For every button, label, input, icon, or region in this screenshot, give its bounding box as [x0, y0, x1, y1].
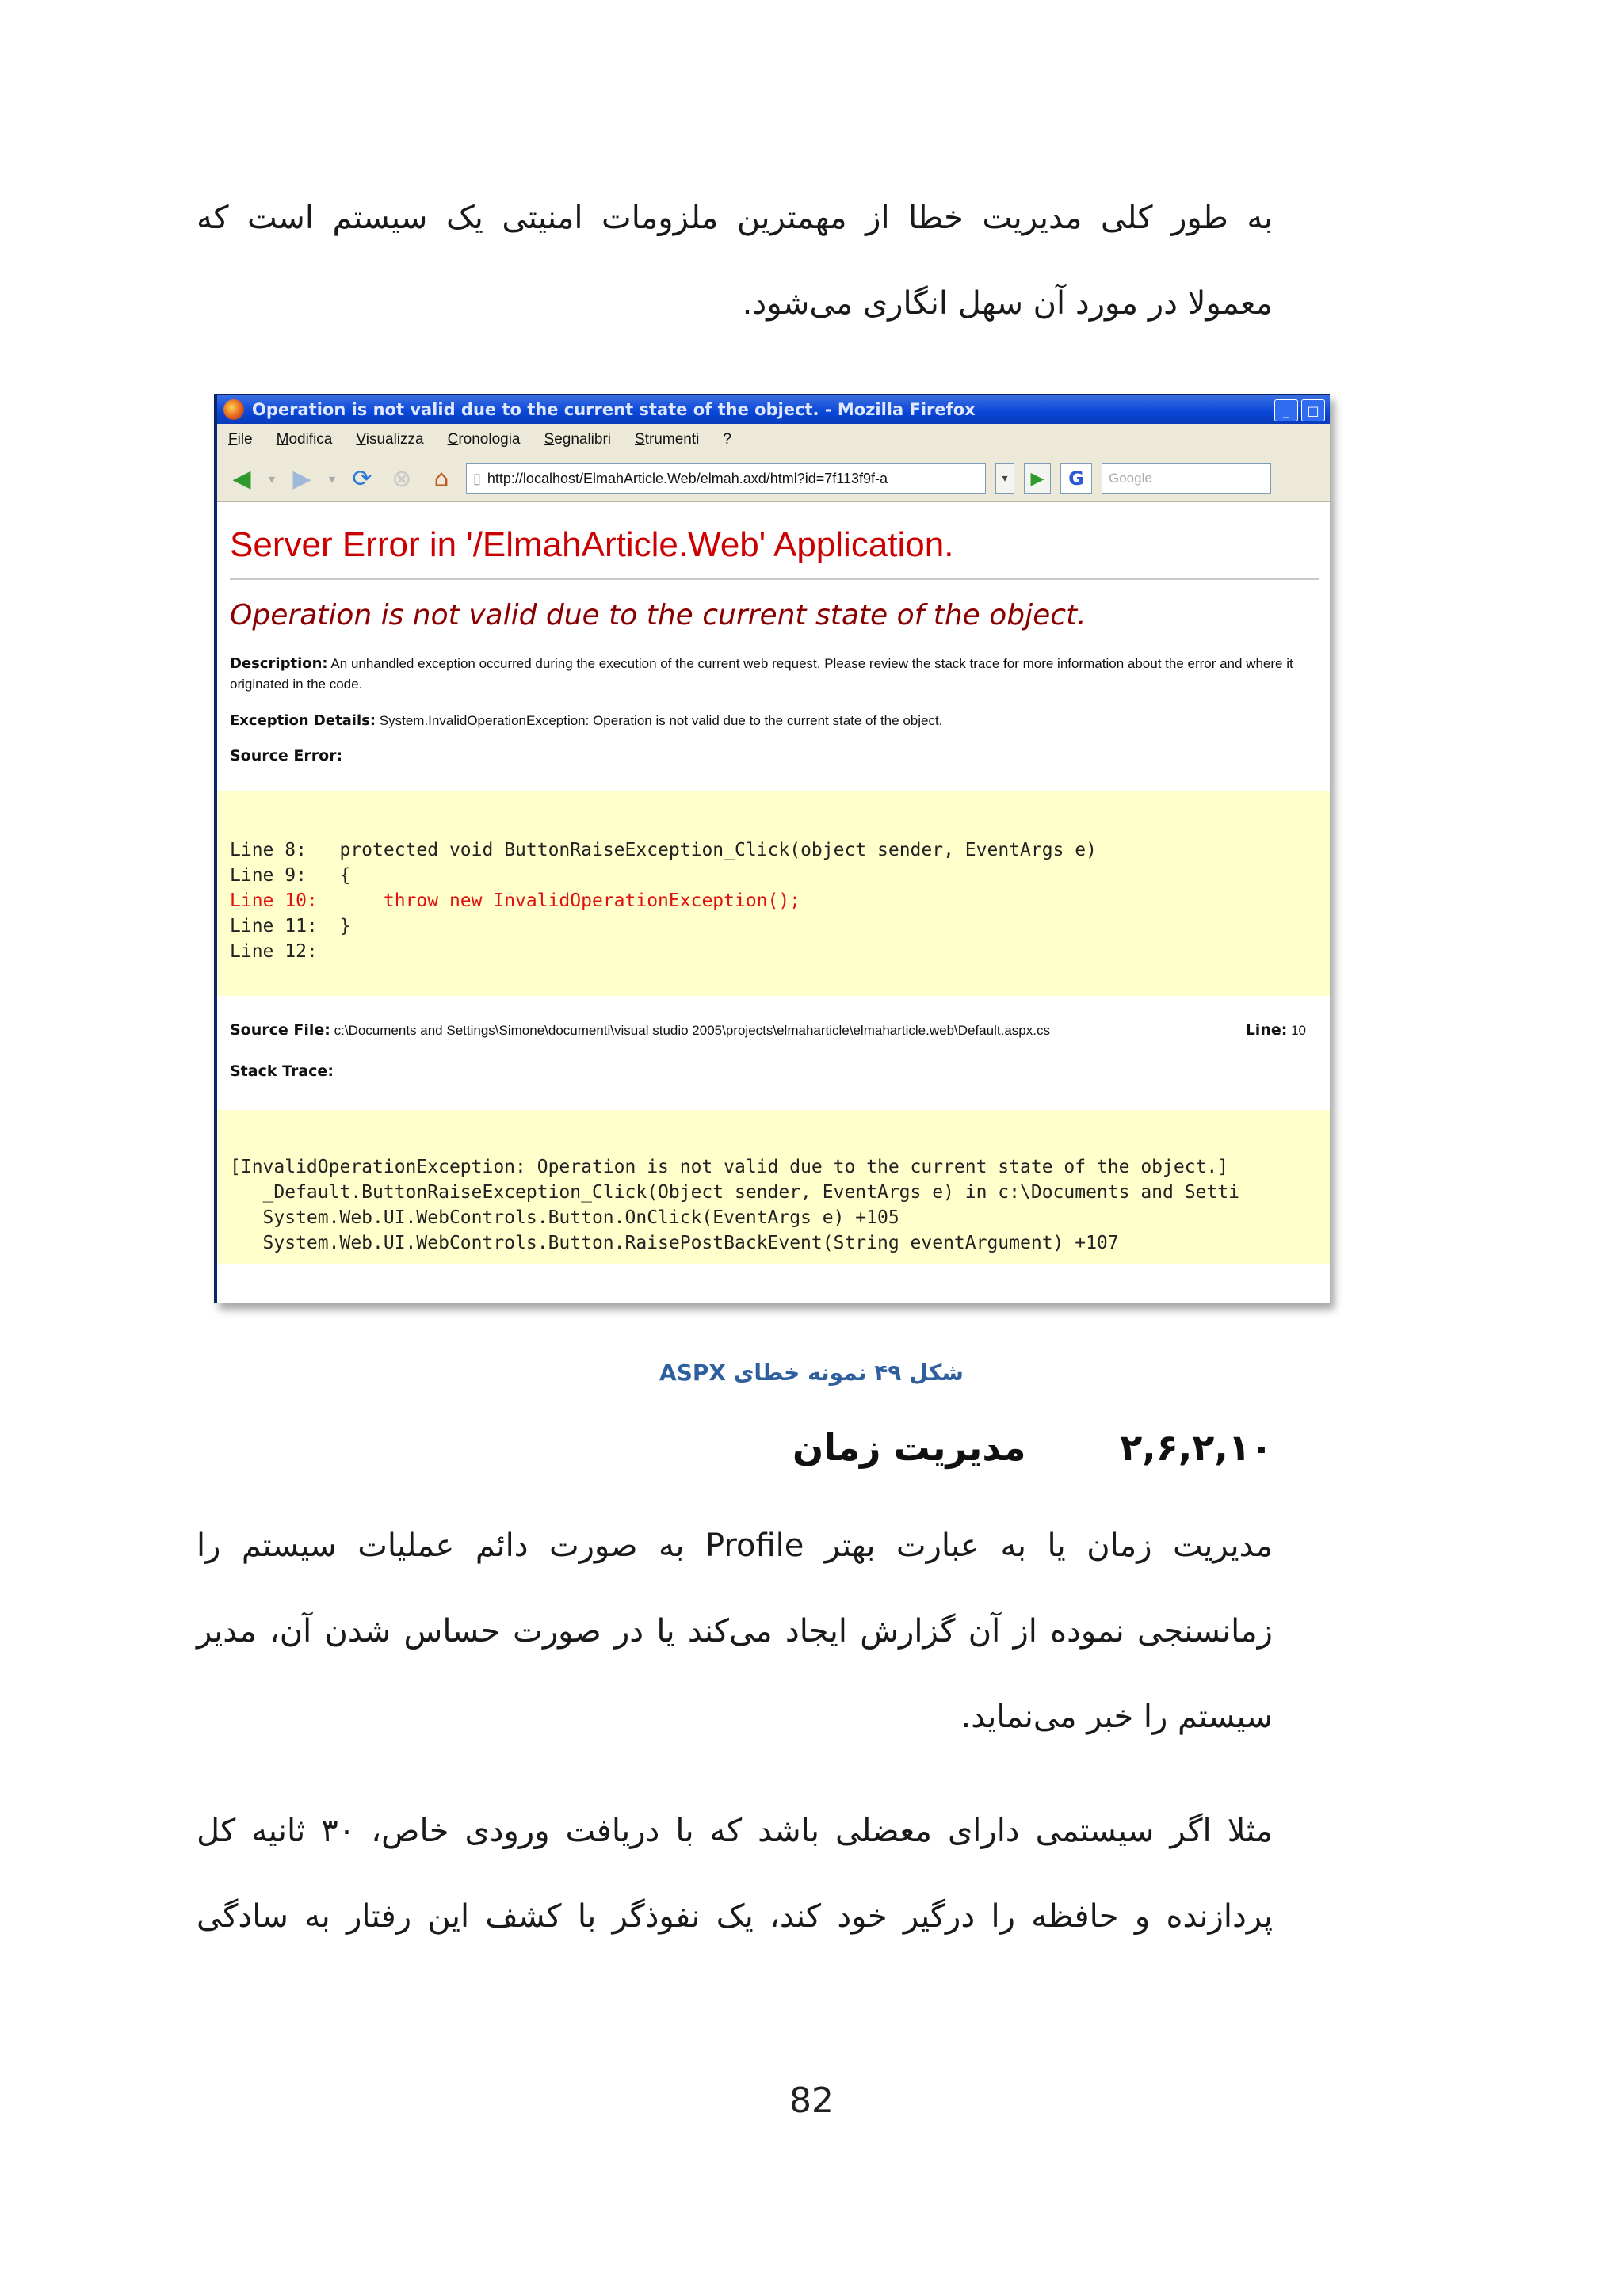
page-number: 82 — [789, 2081, 834, 2121]
torn-edge — [217, 1281, 1330, 1303]
section-heading — [792, 1426, 1273, 1469]
para2-line-2: پردازنده و حافظه را درگیر خود کند، یک نفوذگر با کشف این رفتار به سادگی — [197, 1898, 1273, 1935]
browser-titlebar — [217, 395, 1330, 424]
stack-trace-line: [InvalidOperationException: Operation is not valid due to the current state of the object.] — [230, 1157, 1229, 1177]
stop-icon[interactable]: ⊗ — [391, 464, 412, 493]
description-text: An unhandled exception occurred during the execution of the current web request. Please review the stack trace for more information about the error and where it originated in the code. — [230, 656, 1293, 692]
para1-line-3: سیستم را خبر می‌نماید. — [960, 1699, 1273, 1735]
menu-item-cronologia[interactable]: Cronologia — [447, 431, 521, 448]
search-input[interactable]: Google — [1102, 463, 1271, 494]
code-line-text: } — [339, 916, 351, 936]
stack-trace-line: _Default.ButtonRaiseException_Click(Object sender, EventArgs e) in c:\Documents and Setti — [230, 1182, 1239, 1203]
go-icon[interactable]: ▶ — [1024, 463, 1051, 494]
menu-item-modifica[interactable]: Modifica — [276, 431, 333, 448]
menu-item-help[interactable]: ? — [723, 431, 731, 448]
exception-label: Exception Details: — [230, 712, 376, 729]
google-search-engine-icon[interactable]: G — [1060, 463, 1092, 494]
back-arrow-icon[interactable]: ◀ — [232, 464, 251, 493]
line-label: Line: — [1245, 1021, 1288, 1039]
section-title: مدیریت زمان — [792, 1426, 1026, 1469]
intro-line-2: معمولا در مورد آن سهل انگاری می‌شود. — [742, 285, 1273, 322]
maximize-icon[interactable]: □ — [1301, 399, 1325, 421]
window-title: Operation is not valid due to the current state of the object. - Mozilla Firefox — [252, 400, 976, 419]
navigation-toolbar — [217, 456, 1330, 502]
menu-item-strumenti[interactable]: Strumenti — [635, 431, 700, 448]
menu-bar — [217, 424, 1330, 456]
url-dropdown-icon[interactable]: ▾ — [995, 463, 1014, 494]
line-value: 10 — [1291, 1023, 1306, 1038]
url-text: http://localhost/ElmahArticle.Web/elmah.axd/html?id=7f113f9f-a — [487, 470, 888, 486]
code-line-number: Line 9: — [230, 865, 340, 886]
home-icon[interactable]: ⌂ — [433, 464, 449, 493]
code-line-number: Line 12: — [230, 941, 340, 962]
para2-line-1: مثلا اگر سیستمی دارای معضلی باشد که با دریافت ورودی خاص، ۳۰ ثانیه کل — [197, 1813, 1274, 1849]
para1-line-2: زمانسنجی نموده از آن گزارش ایجاد می‌کند یا در صورت حساس شدن آن، مدیر — [197, 1613, 1273, 1650]
exception-details-block — [230, 711, 1319, 731]
code-line — [230, 939, 1317, 964]
exception-text: System.InvalidOperationException: Operation is not valid due to the current state of the object. — [379, 713, 943, 728]
source-code-block — [217, 791, 1330, 996]
description-label: Description: — [230, 655, 328, 672]
description-block — [230, 654, 1319, 695]
stack-trace-block — [217, 1110, 1330, 1264]
error-screenshot-figure — [214, 394, 1330, 1303]
menu-item-segnalibri[interactable]: Segnalibri — [544, 431, 612, 448]
code-line-number: Line 8: — [230, 840, 340, 860]
code-line — [230, 913, 1317, 939]
menu-item-file[interactable]: File — [228, 431, 253, 448]
code-line — [230, 837, 1317, 863]
stack-trace-line: System.Web.UI.WebControls.Button.OnClick(EventArgs e) +105 — [230, 1207, 899, 1228]
stack-trace-line: System.Web.UI.WebControls.Button.RaisePostBackEvent(String eventArgument) +107 — [230, 1233, 1119, 1253]
source-file-label: Source File: — [230, 1021, 330, 1039]
forward-arrow-icon[interactable]: ▶ — [292, 464, 311, 493]
figure-caption: شکل ۴۹ نمونه خطای ASPX — [659, 1360, 964, 1386]
firefox-logo-icon — [223, 399, 244, 420]
reload-icon[interactable]: ⟳ — [352, 464, 372, 493]
para1-line-1: مدیریت زمان یا به عبارت بهتر Profile به صورت دائم عملیات سیستم را — [197, 1527, 1273, 1564]
back-dropdown-icon[interactable]: ▾ — [268, 471, 276, 486]
forward-dropdown-icon[interactable]: ▾ — [328, 471, 336, 486]
server-error-heading: Server Error in '/ElmahArticle.Web' Application. — [230, 525, 954, 564]
minimize-icon[interactable]: _ — [1274, 399, 1298, 421]
code-line-number: Line 11: — [230, 916, 340, 936]
error-subheading: Operation is not valid due to the current state of the object. — [230, 599, 1086, 631]
code-line-text: protected void ButtonRaiseException_Click(object sender, EventArgs e) — [339, 840, 1097, 860]
page-icon: ▯ — [473, 470, 481, 486]
address-bar[interactable] — [466, 463, 986, 494]
intro-line-1: به طور کلی مدیریت خطا از مهمترین ملزومات امنیتی یک سیستم است که — [197, 200, 1273, 236]
divider — [230, 578, 1319, 580]
source-file-path: c:\Documents and Settings\Simone\documenti\visual studio 2005\projects\elmaharticle\elmaharticle.web\Default.aspx.cs — [334, 1023, 1050, 1038]
source-error-label: Source Error: — [230, 747, 343, 765]
source-file-block — [230, 1021, 1319, 1039]
code-line-text: throw new InvalidOperationException(); — [339, 891, 801, 911]
code-line-number: Line 10: — [230, 891, 340, 911]
error-page-content — [217, 523, 1330, 1264]
code-line — [230, 863, 1317, 888]
code-line-text: { — [339, 865, 351, 886]
menu-item-visualizza[interactable]: Visualizza — [356, 431, 424, 448]
code-line — [230, 888, 1317, 913]
section-number: ۲,۶,۲,۱۰ — [1120, 1426, 1273, 1469]
stack-trace-label: Stack Trace: — [230, 1062, 334, 1080]
